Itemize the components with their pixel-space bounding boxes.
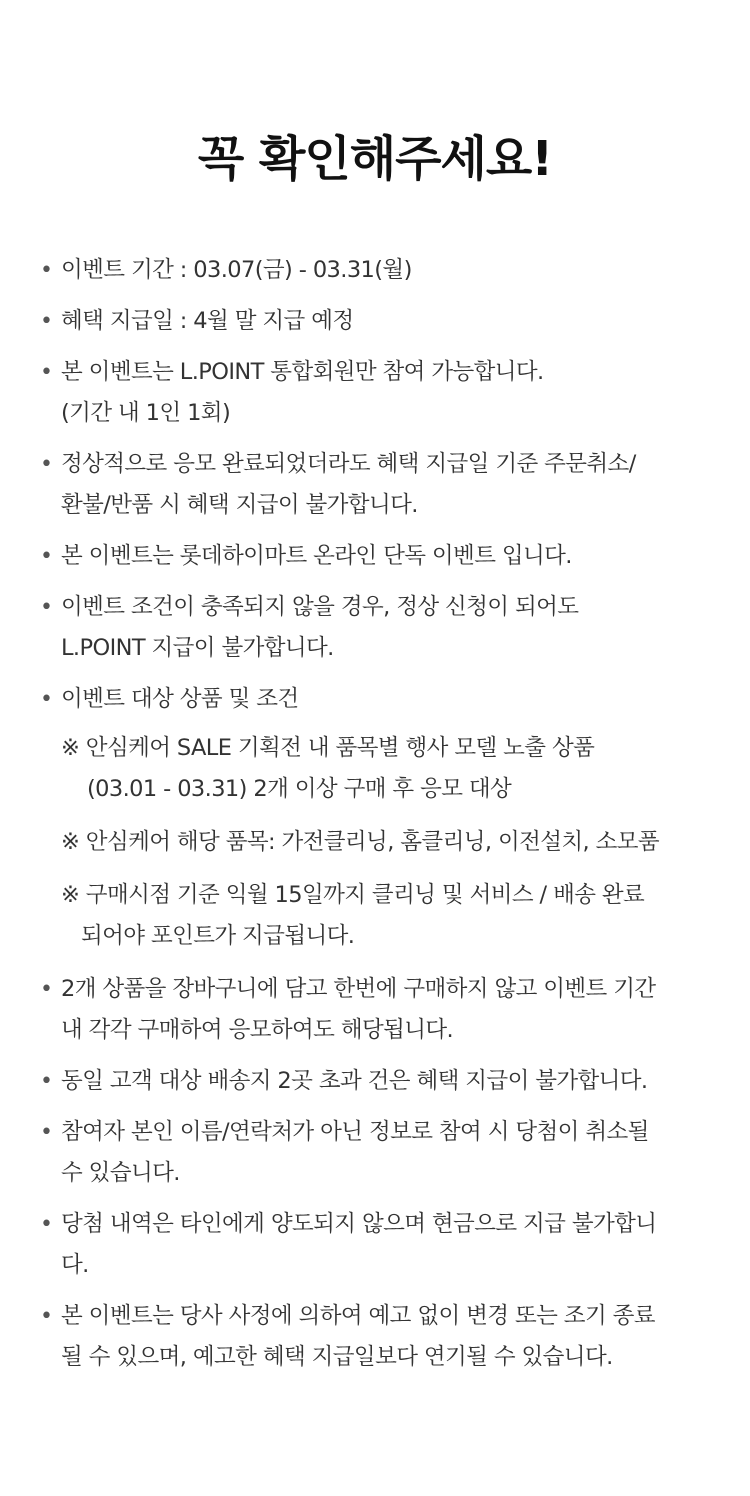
notice-text: (기간 내 1인 1회) xyxy=(61,400,231,426)
condition-text: ※ 안심케어 해당 품목: 가전클리닝, 홈클리닝, 이전설치, 소모품 xyxy=(61,829,659,855)
bullet-icon: • xyxy=(40,544,53,569)
notice-text: 정상적으로 응모 완료되었더라도 혜택 지급일 기준 주문취소/ xyxy=(61,451,636,477)
notice-text: 이벤트 조건이 충족되지 않을 경우, 정상 신청이 되어도 xyxy=(61,594,579,620)
condition-text: ※ 안심케어 SALE 기획전 내 품목별 행사 모델 노출 상품 xyxy=(61,735,595,761)
bullet-icon: • xyxy=(40,1069,53,1094)
notice-text: 이벤트 기간 : 03.07(금) - 03.31(월) xyxy=(61,257,412,283)
bullet-icon: • xyxy=(40,258,53,283)
notice-item xyxy=(40,444,700,526)
notice-text: 될 수 있으며, 예고한 혜택 지급일보다 연기될 수 있습니다. xyxy=(61,1344,613,1370)
condition-text: 되어야 포인트가 지급됩니다. xyxy=(81,923,355,949)
bullet-icon: • xyxy=(40,360,53,385)
notice-item xyxy=(40,679,700,957)
notice-text: 본 이벤트는 L.POINT 통합회원만 참여 가능합니다. xyxy=(61,359,544,385)
notice-item xyxy=(40,1204,700,1286)
page-title: 꼭 확인해주세요! xyxy=(197,131,553,187)
notice-text: 다. xyxy=(61,1252,89,1278)
bullet-icon: • xyxy=(40,595,53,620)
condition-sub-item xyxy=(61,728,700,810)
notice-text: 환불/반품 시 혜택 지급이 불가합니다. xyxy=(61,492,418,518)
condition-text: (03.01 - 03.31) 2개 이상 구매 후 응모 대상 xyxy=(87,776,512,802)
notice-text: 당첨 내역은 타인에게 양도되지 않으며 현금으로 지급 불가합니 xyxy=(61,1211,657,1237)
notice-text: 참여자 본인 이름/연락처가 아닌 정보로 참여 시 당첨이 취소될 xyxy=(61,1119,649,1145)
notice-item xyxy=(40,301,700,342)
bullet-icon: • xyxy=(40,687,53,712)
bullet-icon: • xyxy=(40,1120,53,1145)
notice-text: L.POINT 지급이 불가합니다. xyxy=(61,635,334,661)
condition-sub-item xyxy=(61,875,700,957)
bullet-icon: • xyxy=(40,977,53,1002)
notice-text: 2개 상품을 장바구니에 담고 한번에 구매하지 않고 이벤트 기간 xyxy=(61,976,656,1002)
notice-item xyxy=(40,587,700,669)
bullet-icon: • xyxy=(40,1304,53,1329)
notice-text: 동일 고객 대상 배송지 2곳 초과 건은 혜택 지급이 불가합니다. xyxy=(61,1068,648,1094)
notice-text: 수 있습니다. xyxy=(61,1160,180,1186)
notice-item xyxy=(40,250,700,291)
notice-text: 내 각각 구매하여 응모하여도 해당됩니다. xyxy=(61,1017,454,1043)
notice-text: 혜택 지급일 : 4월 말 지급 예정 xyxy=(61,308,354,334)
condition-text: ※ 구매시점 기준 익월 15일까지 클리닝 및 서비스 / 배송 완료 xyxy=(61,882,645,908)
condition-sub-list xyxy=(61,728,700,957)
notice-text: 이벤트 대상 상품 및 조건 xyxy=(61,686,299,712)
notice-item xyxy=(40,352,700,434)
bullet-icon: • xyxy=(40,309,53,334)
bullet-icon: • xyxy=(40,1212,53,1237)
notice-item xyxy=(40,1061,700,1102)
bullet-icon: • xyxy=(40,452,53,477)
notice-list xyxy=(40,250,700,1388)
condition-sub-item xyxy=(61,822,700,863)
notice-text: 본 이벤트는 롯데하이마트 온라인 단독 이벤트 입니다. xyxy=(61,543,572,569)
notice-item xyxy=(40,1296,700,1378)
notice-item xyxy=(40,1112,700,1194)
notice-text: 본 이벤트는 당사 사정에 의하여 예고 없이 변경 또는 조기 종료 xyxy=(61,1303,655,1329)
notice-item xyxy=(40,536,700,577)
notice-item xyxy=(40,969,700,1051)
